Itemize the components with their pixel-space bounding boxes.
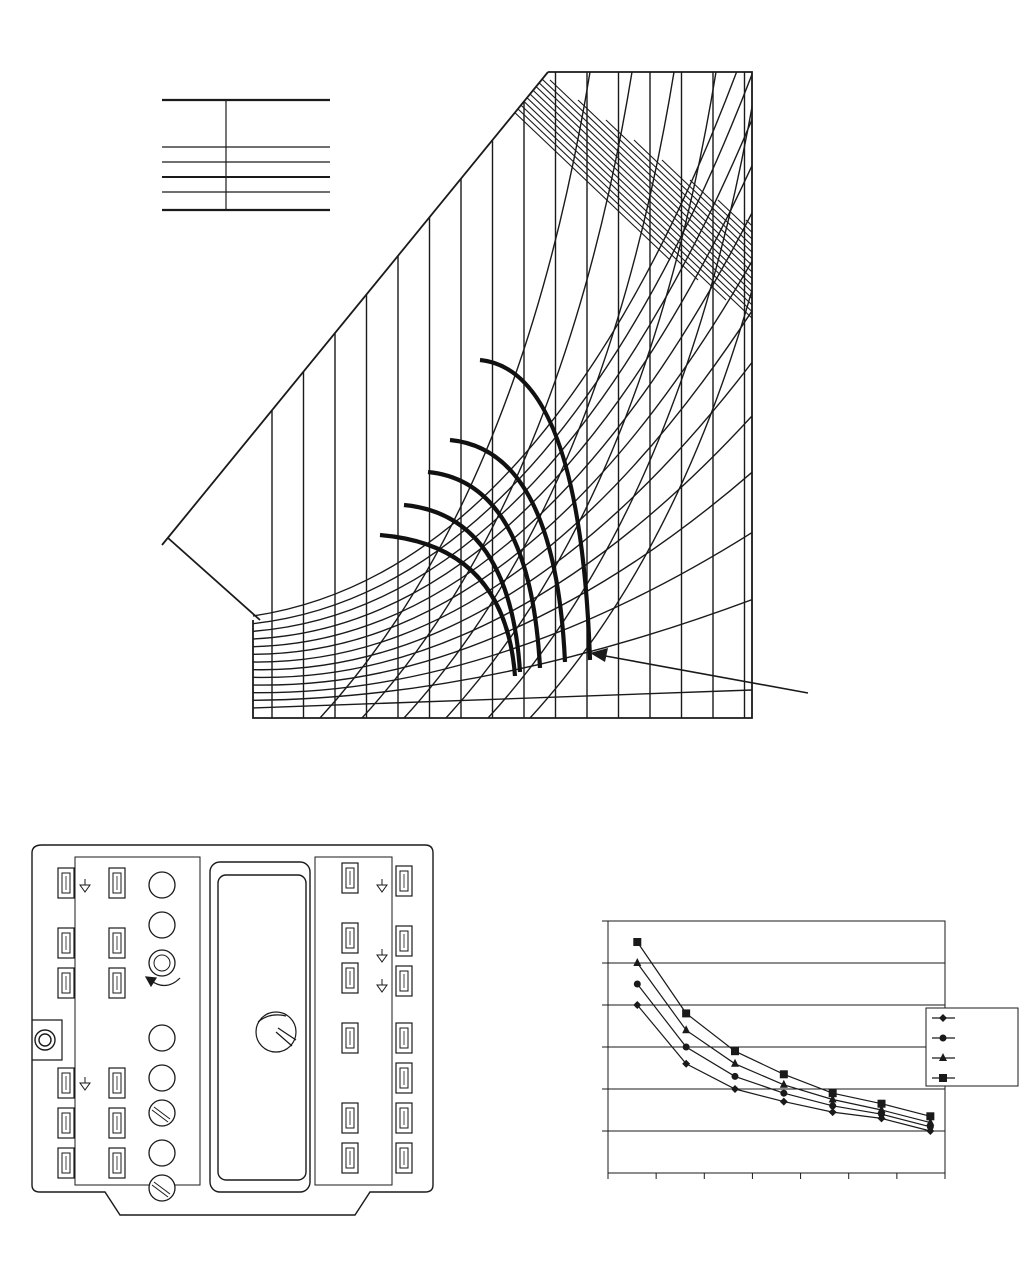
data-point <box>682 1009 690 1017</box>
data-point <box>731 1047 739 1055</box>
data-point <box>926 1112 934 1120</box>
chart-legend <box>926 1008 1018 1086</box>
data-point <box>780 1090 787 1097</box>
plot-grid <box>602 921 945 1179</box>
data-point <box>731 1059 739 1067</box>
data-point <box>683 1044 690 1051</box>
data-point <box>780 1098 788 1106</box>
data-point <box>829 1089 837 1097</box>
legend-marker <box>939 1074 947 1082</box>
data-point <box>731 1085 739 1093</box>
data-point <box>829 1102 836 1109</box>
data-point <box>731 1073 738 1080</box>
legend-marker <box>940 1035 947 1042</box>
series-1 <box>633 1001 934 1135</box>
data-point <box>633 938 641 946</box>
data-point <box>634 981 641 988</box>
data-point <box>780 1070 788 1078</box>
data-point <box>633 958 641 966</box>
data-point <box>878 1100 886 1108</box>
